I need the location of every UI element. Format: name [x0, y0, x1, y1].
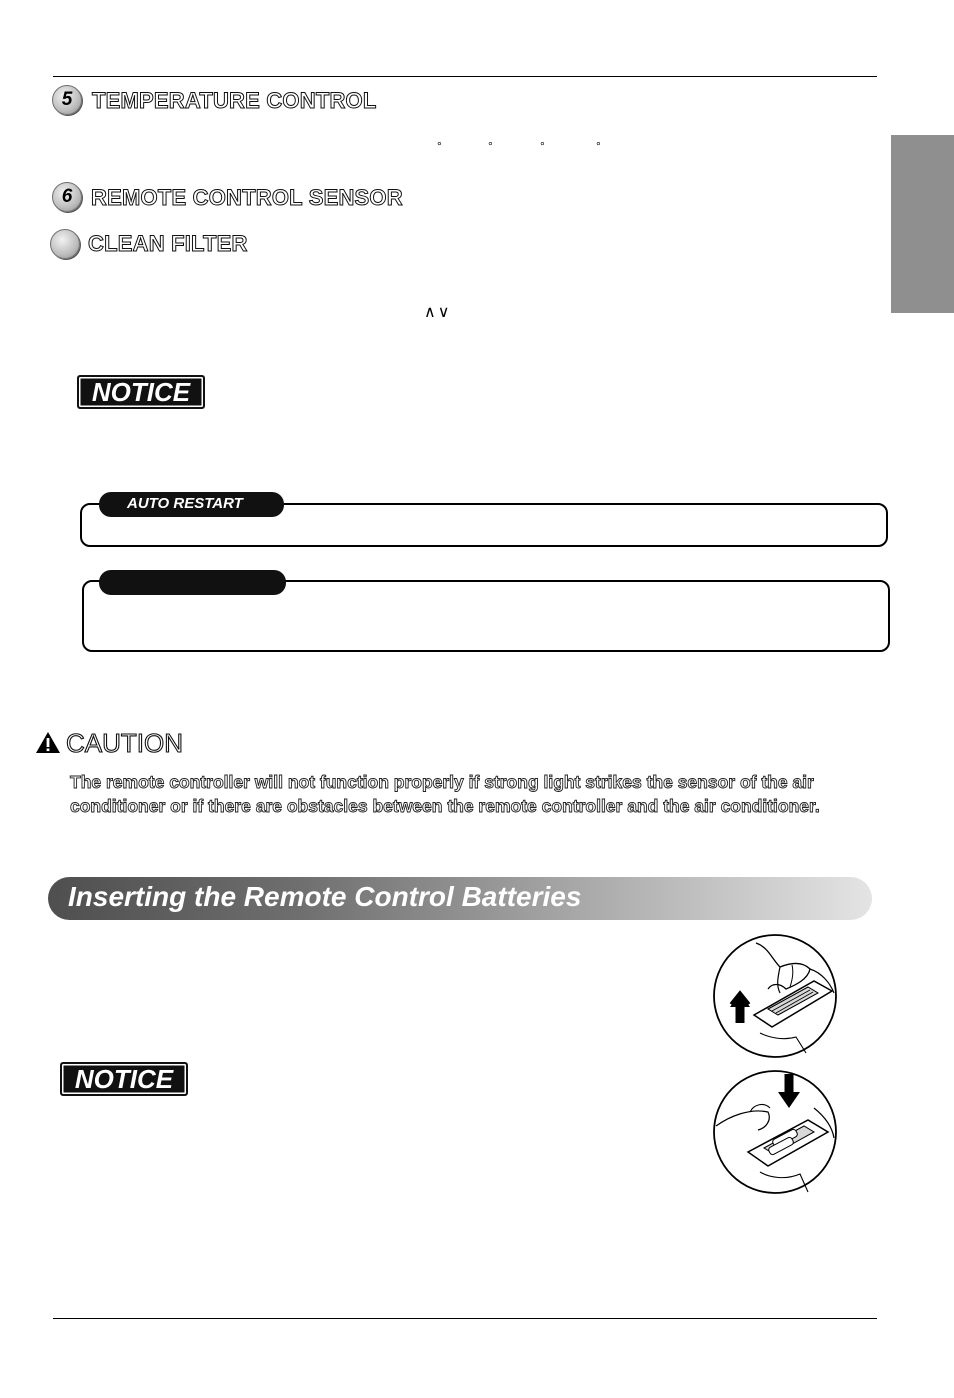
degree-mark: °	[437, 139, 442, 153]
warning-triangle-icon	[35, 731, 61, 754]
notice-label: NOTICE	[77, 375, 205, 409]
caution-text: The remote controller will not function properly if strong light strikes the sensor of the air conditioner or if there are obstacles between the remote controller and the air conditioner.	[70, 772, 820, 816]
remote-control-sensor-title: REMOTE CONTROL SENSOR	[91, 185, 403, 210]
batteries-banner-title: Inserting the Remote Control Batteries	[68, 881, 582, 912]
clean-filter-title: CLEAN FILTER	[88, 231, 248, 256]
degree-mark: °	[596, 139, 601, 153]
up-down-glyphs: ∧∨	[424, 304, 452, 321]
battery-cover-removal-illustration	[710, 933, 840, 1059]
auto-restart-label: AUTO RESTART	[99, 492, 284, 517]
degree-mark: °	[540, 139, 545, 153]
section-5-badge: 5	[52, 85, 82, 115]
bottom-rule	[53, 1318, 877, 1319]
temperature-control-title: TEMPERATURE CONTROL	[92, 88, 377, 113]
section-6-badge: 6	[52, 182, 82, 212]
section-7-badge	[50, 229, 80, 259]
top-rule	[53, 76, 877, 77]
battery-insertion-illustration	[710, 1068, 840, 1196]
caution-title: CAUTION	[66, 728, 183, 758]
notice-label-2: NOTICE	[60, 1062, 188, 1096]
batteries-banner	[48, 877, 872, 920]
degree-mark: °	[488, 139, 493, 153]
info-frame-label	[99, 570, 286, 595]
side-tab	[891, 135, 954, 313]
